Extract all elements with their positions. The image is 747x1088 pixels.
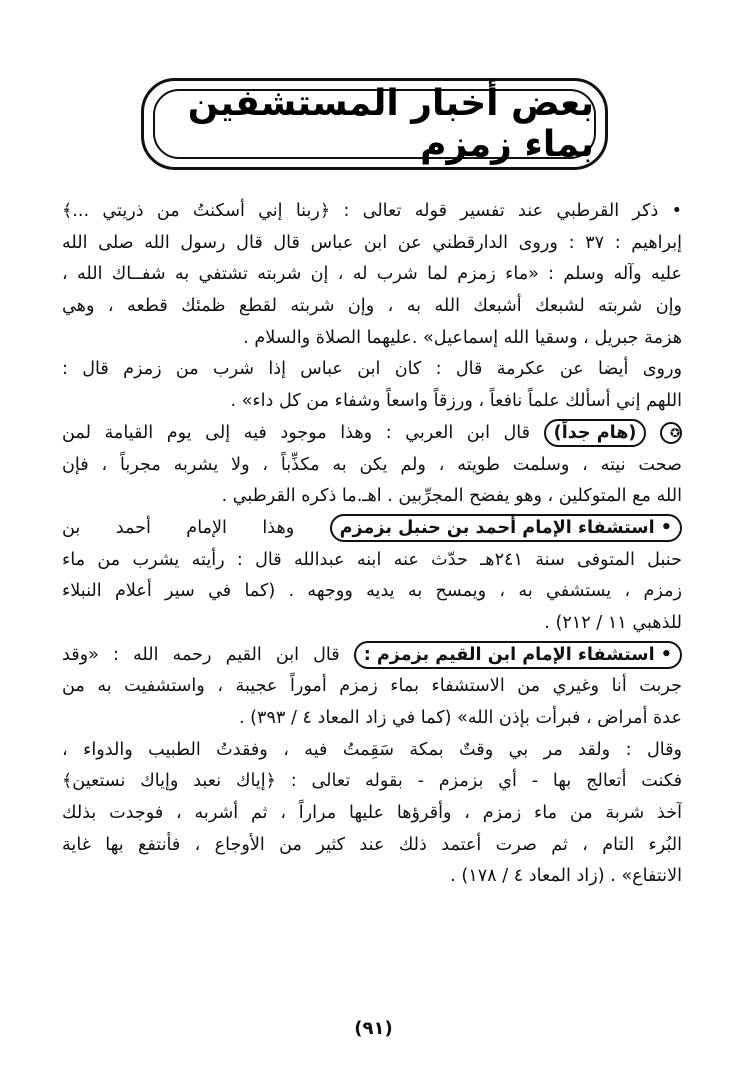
text-line-with-box — [62, 513, 682, 545]
star-icon: ✪ — [660, 422, 682, 444]
text-line: جربت أنا وغيري من الاستشفاء بماء زمزم أموراً عجيبة ، واستشفيت به من — [62, 676, 682, 697]
text-line: آخذ شربة من ماء زمزم ، وأقرؤها عليها مراراً ، ثم أشربه ، فوجدت بذلك — [62, 803, 682, 824]
text-line: صحت نيته ، وسلمت طويته ، ولم يكن به مكذِّباً ، ولا يشربه مجرباً ، فإن — [62, 454, 682, 475]
text-line: عليه وآله وسلم : «ماء زمزم لما شرب له ، إن شربته تشتفي به شفــاك الله ، — [62, 264, 682, 285]
text-line: هزمة جبريل ، وسقيا الله إسماعيل» .عليهما الصلاة والسلام . — [243, 327, 682, 348]
section-box-ibn-qayyim: • استشفاء الإمام ابن القيم بزمزم : — [354, 641, 682, 669]
title-inner-frame — [153, 83, 596, 165]
page-title: بعض أخبار المستشفين بماء زمزم — [187, 83, 594, 165]
text-line: حنبل المتوفى سنة ٢٤١هـ حدّث عنه ابنه عبدالله قال : رأيته يشرب من ماء — [62, 549, 682, 570]
text-line-with-box — [62, 640, 682, 672]
text-line: زمزم ، يستشفي به ، ويمسح به يديه ووجهه . (كما في سير أعلام النبلاء — [62, 581, 682, 602]
text-segment: قال ابن العربي : وهذا موجود فيه إلى يوم القيامة لمن — [62, 422, 531, 443]
text-line: وإن شربته لشبعك أشبعك الله به ، وإن شربته لقطع ظمئك قطعه ، وهي — [62, 296, 682, 317]
text-line: للذهبي ١١ / ٢١٢) . — [544, 612, 682, 633]
text-line: إبراهيم : ٣٧ : وروى الدارقطني عن ابن عباس قال قال رسول الله صلى الله — [62, 232, 682, 253]
page-number: (٩١) — [354, 1018, 393, 1039]
title-frame — [141, 78, 608, 170]
text-line: وروى أيضا عن عكرمة قال : كان ابن عباس إذا شرب من زمزم قال : — [62, 359, 682, 380]
text-line: الانتفاع» . (زاد المعاد ٤ / ١٧٨) . — [450, 866, 682, 887]
text-line: • ذكر القرطبي عند تفسير قوله تعالى : ﴿ربنا إني أسكنتُ من ذريتي ...﴾ — [62, 201, 682, 221]
important-box: (هام جداً) — [544, 419, 647, 447]
text-line: وقال : ولقد مر بي وقتٌ بمكة سَقِمتُ فيه ، وفقدتُ الطبيب والدواء ، — [62, 739, 682, 760]
text-line: البُرء التام ، ثم صرت أعتمد ذلك عند كثير من الأوجاع ، فأنتفع بها غاية — [62, 834, 682, 855]
text-line: الله مع المتوكلين ، وهو يفضح المجرِّبين . اهـ.ما ذكره القرطبي . — [221, 486, 682, 507]
section-box-ahmad: • استشفاء الإمام أحمد بن حنبل بزمزم — [330, 514, 682, 542]
text-line: عدة أمراض ، فبرأت بإذن الله» (كما في زاد المعاد ٤ / ٣٩٣) . — [238, 708, 682, 728]
text-segment: قال ابن القيم رحمه الله : «وقد — [62, 644, 340, 665]
body-text — [62, 196, 682, 893]
text-line: اللهم إني أسألك علماً نافعاً ، ورزقاً واسعاً وشفاء من كل داء» . — [230, 391, 682, 412]
text-line-with-box — [62, 418, 682, 450]
text-line: فكنت أتعالج بها - أي بزمزم - بقوله تعالى : ﴿إياك نعبد وإياك نستعين﴾ — [62, 771, 682, 792]
text-segment: وهذا الإمام أحمد بن — [62, 517, 295, 538]
